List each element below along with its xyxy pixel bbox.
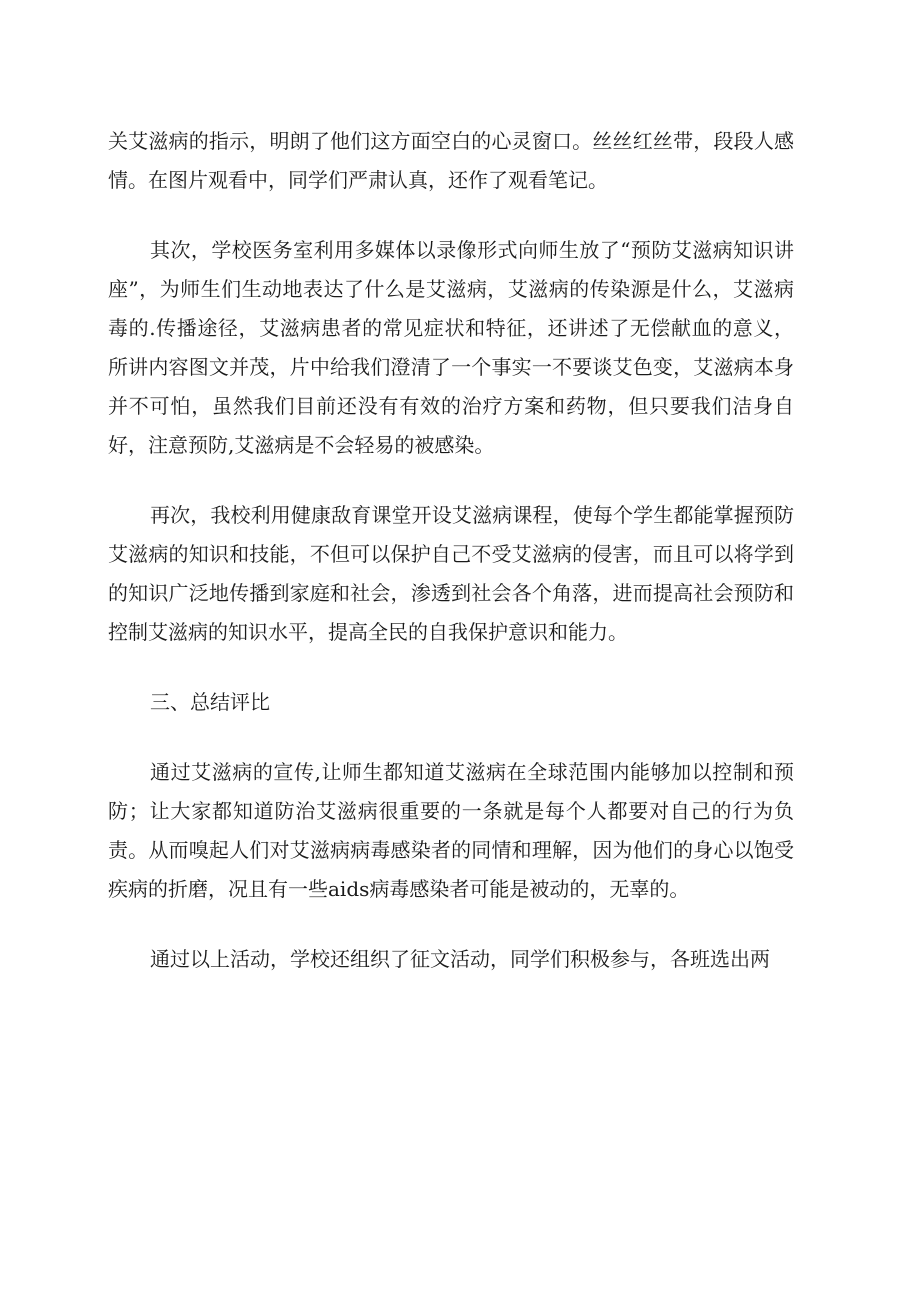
paragraph-health-course: 再次，我校利用健康敌育课堂开设艾滋病课程，使每个学生都能掌握预防艾滋病的知识和技能，不但可以保护自己不受艾滋病的侵害，而且可以将学到的知识广泛地传播到家庭和社会，渗透到社会各个角落，进而提高社会预防和控制艾滋病的知识水平，提高全民的自我保护意识和能力。 <box>108 503 794 644</box>
paragraph-summary: 通过艾滋病的宣传,让师生都知道艾滋病在全球范围内能够加以控制和预防；让大家都知道防治艾滋病很重要的一条就是每个人都要对自己的行为负责。从而嗅起人们对艾滋病病毒感染者的同情和理解，因为他们的身心以饱受疾病的折磨，况且有一些aids病毒感染者可能是被动的，无辜的。 <box>108 760 794 901</box>
paragraph-continuation: 关艾滋病的指示，明朗了他们这方面空白的心灵窗口。丝丝红丝带，段段人感情。在图片观看中，同学们严肃认真，还作了观看笔记。 <box>108 129 794 192</box>
paragraph-essay-activity: 通过以上活动，学校还组织了征文活动，同学们积极参与，各班选出两 <box>150 947 770 971</box>
document-body <box>108 122 794 979</box>
section-heading-summary: 三、总结评比 <box>150 690 270 714</box>
paragraph-media-lecture: 其次，学校医务室利用多媒体以录像形式向师生放了“预防艾滋病知识讲座”，为师生们生动地表达了什么是艾滋病，艾滋病的传染源是什么，艾滋病毒的.传播途径，艾滋病患者的常见症状和特征，还讲述了无偿献血的意义，所讲内容图文并茂，片中给我们澄清了一个事实一不要谈艾色变，艾滋病本身并不可怕，虽然我们目前还没有有效的治疗方案和药物，但只要我们洁身自好，注意预防,艾滋病是不会轻易的被感染。 <box>108 238 794 457</box>
